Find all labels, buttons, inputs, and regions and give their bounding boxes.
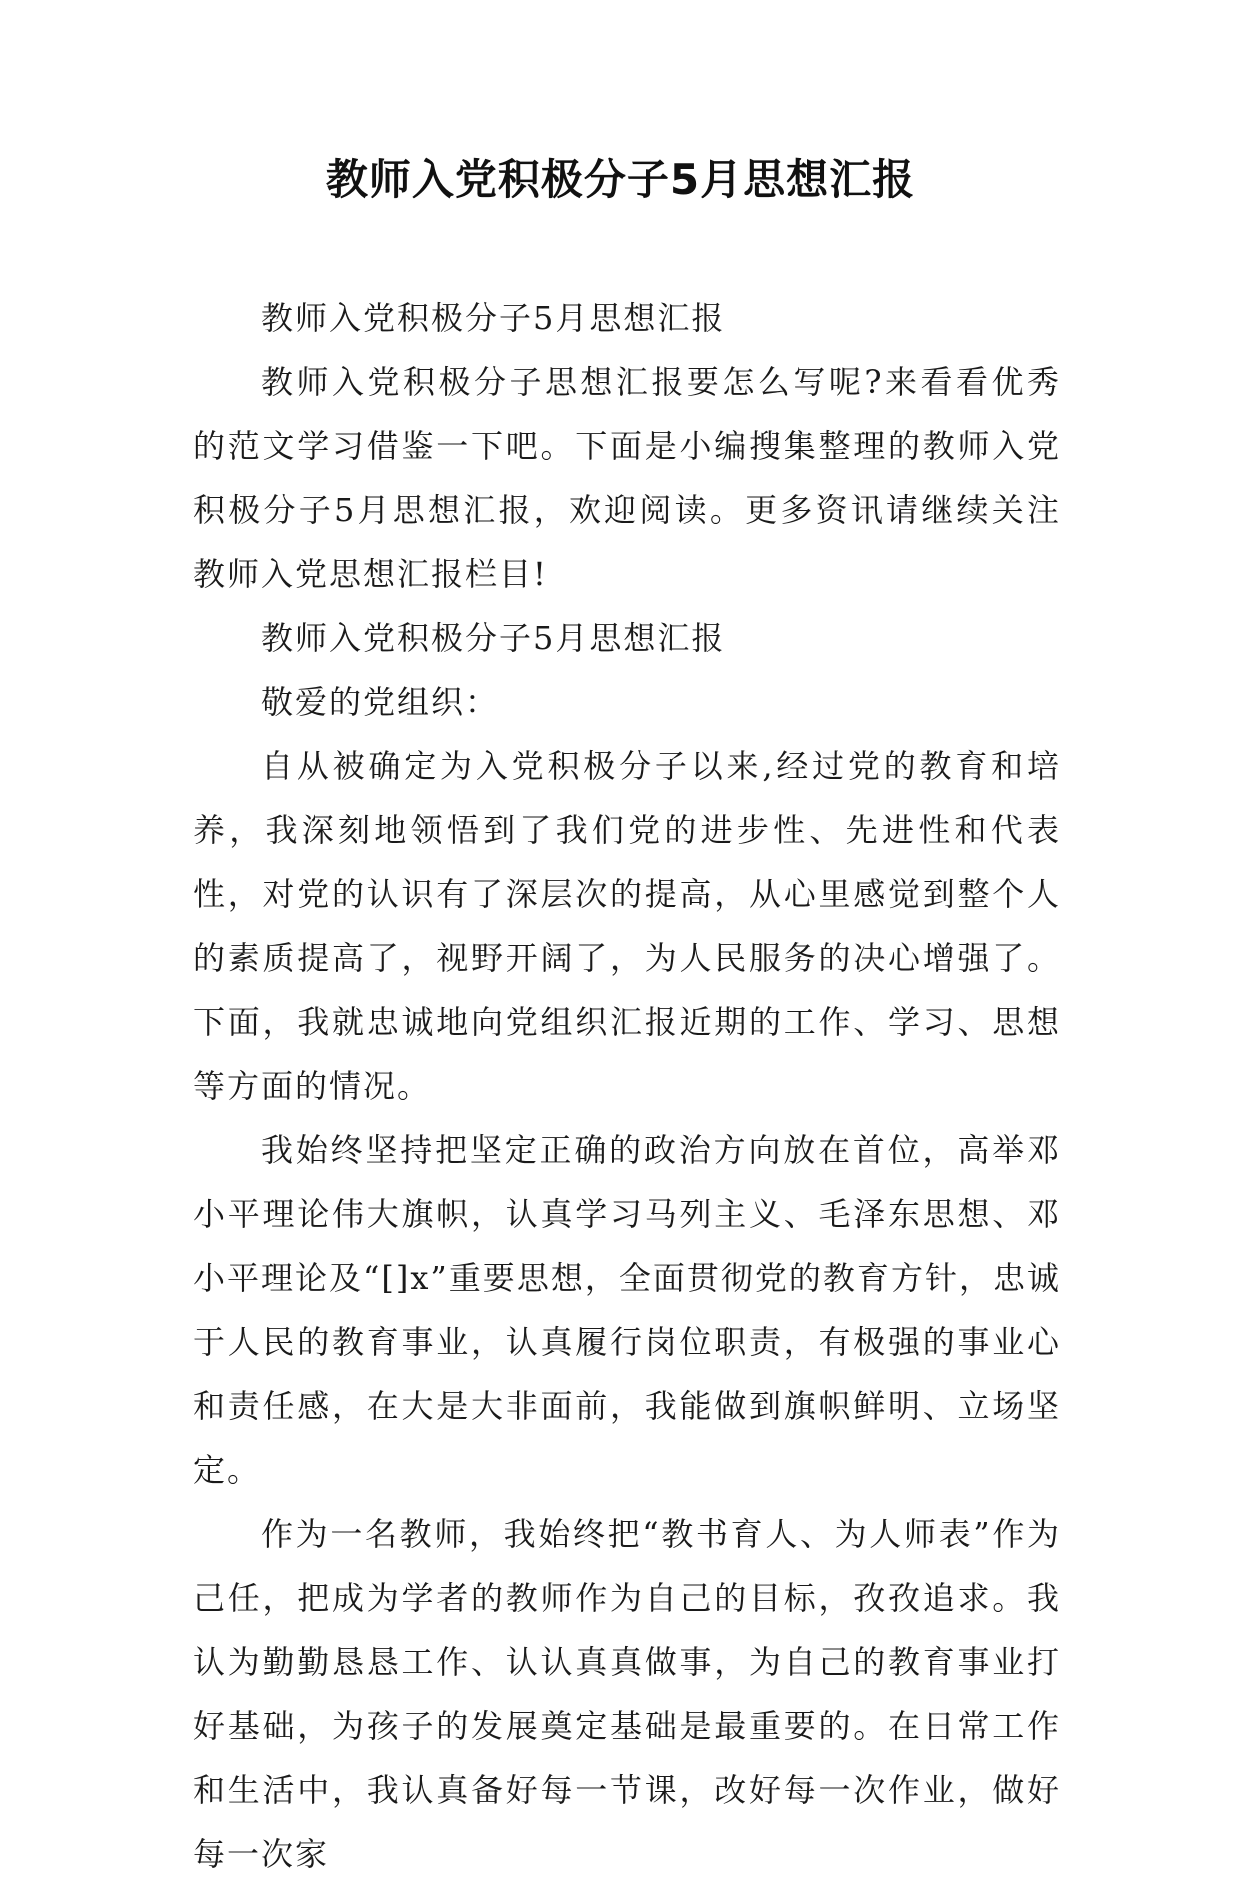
paragraph-report-heading: 教师入党积极分子5月思想汇报 (261, 619, 726, 657)
document-title: 教师入党积极分子5月思想汇报 (325, 155, 916, 204)
paragraph-subtitle: 教师入党积极分子5月思想汇报 (261, 299, 726, 337)
paragraph-body-1: 自从被确定为入党积极分子以来,经过党的教育和培养，我深刻地领悟到了我们党的进步性、先进性和代表性，对党的认识有了深层次的提高，从心里感觉到整个人的素质提高了，视野开阔了，为人民服务的决心增强了。下面，我就忠诚地向党组织汇报近期的工作、学习、思想等方面的情况。 (193, 747, 1061, 1105)
document-body (193, 286, 1061, 1886)
paragraph-body-3: 作为一名教师，我始终把“教书育人、为人师表”作为己任，把成为学者的教师作为自己的目标，孜孜追求。我认为勤勤恳恳工作、认认真真做事，为自己的教育事业打好基础，为孩子的发展奠定基础是最重要的。在日常工作和生活中，我认真备好每一节课，改好每一次作业，做好每一次家 (193, 1515, 1061, 1873)
paragraph-body-2: 我始终坚持把坚定正确的政治方向放在首位，高举邓小平理论伟大旗帜，认真学习马列主义、毛泽东思想、邓小平理论及“[]x”重要思想，全面贯彻党的教育方针，忠诚于人民的教育事业，认真履行岗位职责，有极强的事业心和责任感，在大是大非面前，我能做到旗帜鲜明、立场坚定。 (193, 1131, 1061, 1489)
paragraph-intro: 教师入党积极分子思想汇报要怎么写呢?来看看优秀的范文学习借鉴一下吧。下面是小编搜集整理的教师入党积极分子5月思想汇报，欢迎阅读。更多资讯请继续关注教师入党思想汇报栏目! (193, 363, 1061, 593)
paragraph-salutation: 敬爱的党组织： (261, 683, 500, 721)
